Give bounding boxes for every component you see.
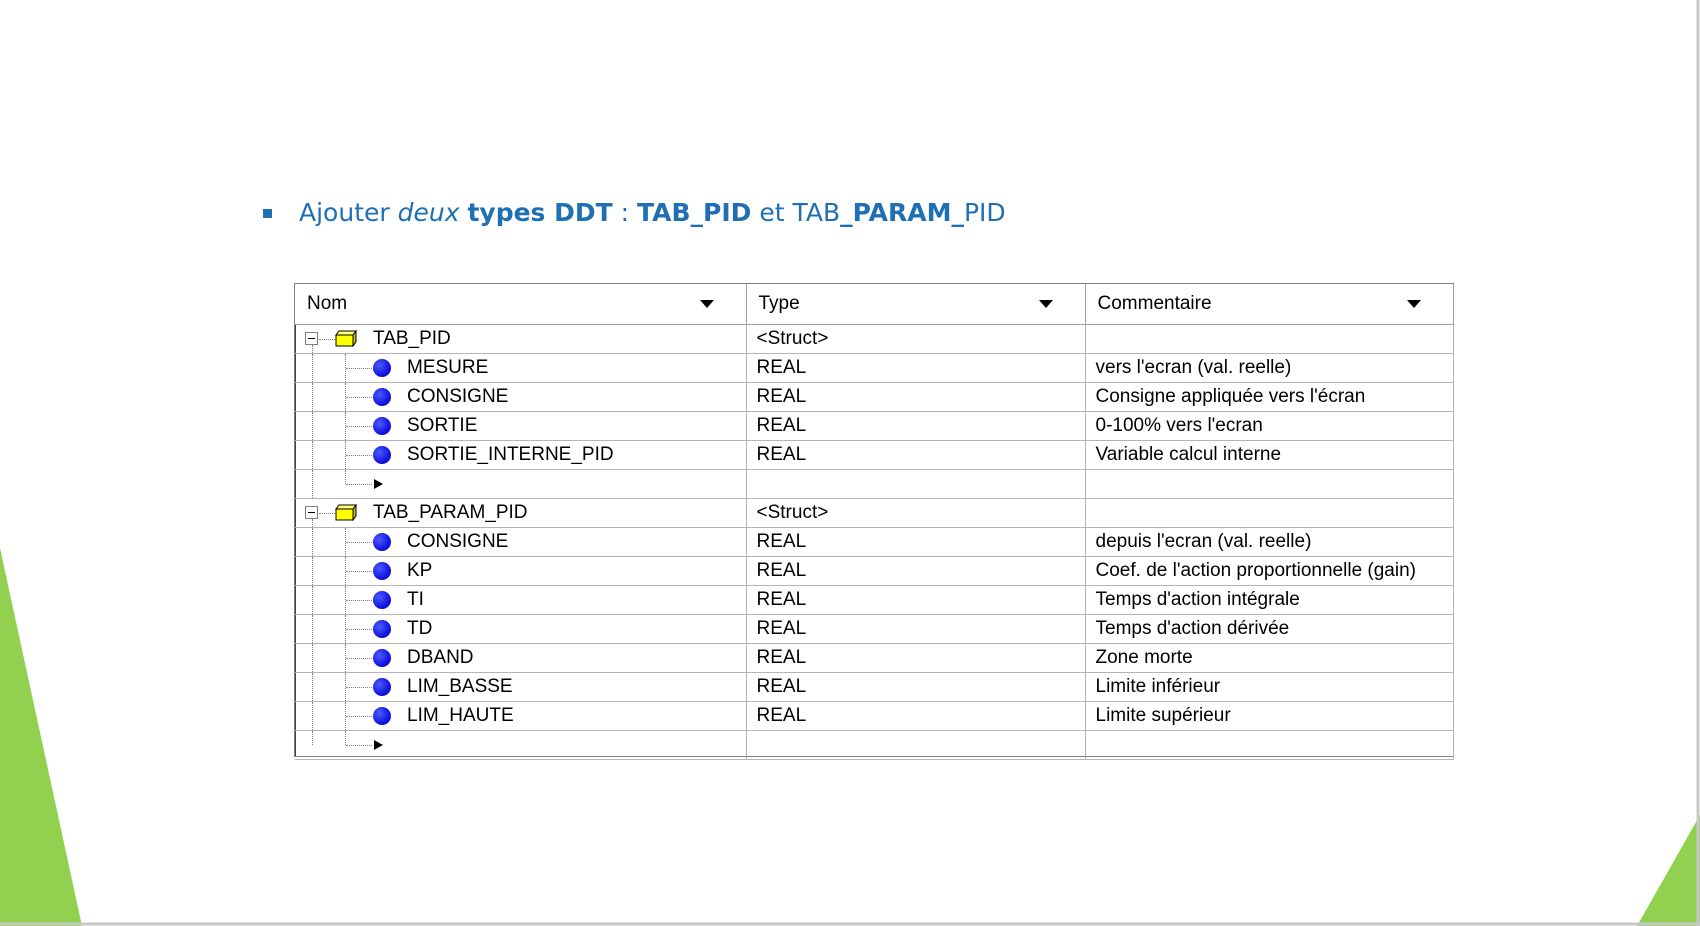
- struct-name: TAB_PARAM_PID: [373, 502, 528, 523]
- bullet-et: et TAB: [751, 198, 841, 227]
- table-header-row: [295, 284, 1453, 325]
- add-row-arrow-icon[interactable]: [374, 479, 383, 489]
- variable-dot-icon: [373, 446, 391, 464]
- name-cell[interactable]: [295, 673, 746, 702]
- table-row[interactable]: [295, 441, 1453, 470]
- add-row-arrow-icon[interactable]: [374, 740, 383, 750]
- name-cell[interactable]: [295, 470, 746, 499]
- comment-cell[interactable]: Temps d'action dérivée: [1085, 615, 1453, 644]
- struct-icon: [335, 504, 357, 521]
- tree-line: [312, 519, 313, 527]
- table-row[interactable]: [295, 673, 1453, 702]
- bullet-bold-tabpid: TAB_PID: [637, 198, 752, 227]
- name-cell[interactable]: [295, 325, 746, 354]
- comment-cell[interactable]: Limite supérieur: [1085, 702, 1453, 731]
- tree-connector: [346, 397, 372, 398]
- variable-dot-icon: [373, 678, 391, 696]
- add-member-row[interactable]: [295, 470, 1453, 499]
- tree-line: [312, 528, 313, 556]
- name-cell[interactable]: [295, 354, 746, 383]
- name-cell[interactable]: [295, 702, 746, 731]
- dropdown-arrow-icon[interactable]: [1407, 300, 1421, 308]
- type-cell[interactable]: REAL: [746, 383, 1085, 412]
- member-name: CONSIGNE: [407, 386, 509, 407]
- name-cell[interactable]: [295, 615, 746, 644]
- tree-line: [345, 731, 346, 745]
- table-row[interactable]: [295, 702, 1453, 731]
- table-row[interactable]: [295, 557, 1453, 586]
- type-cell[interactable]: [746, 470, 1085, 499]
- name-cell[interactable]: [295, 383, 746, 412]
- table-row[interactable]: [295, 615, 1453, 644]
- bullet-text: [299, 198, 1006, 227]
- name-cell[interactable]: [295, 644, 746, 673]
- column-header-label: Commentaire: [1097, 292, 1212, 314]
- tree-connector: [319, 513, 335, 514]
- column-header-type[interactable]: [746, 284, 1085, 325]
- tree-line: [312, 615, 313, 643]
- comment-cell[interactable]: [1085, 470, 1453, 499]
- struct-name: TAB_PID: [373, 328, 451, 349]
- comment-cell[interactable]: Limite inférieur: [1085, 673, 1453, 702]
- green-triangle-right: [1637, 815, 1700, 926]
- tree-line: [312, 345, 313, 353]
- tree-line: [345, 470, 346, 484]
- type-cell[interactable]: <Struct>: [746, 499, 1085, 528]
- member-name: TI: [407, 589, 424, 610]
- tree-connector: [346, 658, 372, 659]
- tree-connector: [319, 339, 335, 340]
- bullet-square-icon: [263, 209, 272, 218]
- struct-row[interactable]: [295, 499, 1453, 528]
- comment-cell[interactable]: [1085, 325, 1453, 354]
- variable-dot-icon: [373, 649, 391, 667]
- variable-dot-icon: [373, 417, 391, 435]
- ddt-table-panel: [294, 283, 1454, 757]
- variable-dot-icon: [373, 620, 391, 638]
- variable-dot-icon: [373, 707, 391, 725]
- member-name: SORTIE: [407, 415, 478, 436]
- variable-dot-icon: [373, 388, 391, 406]
- table-row[interactable]: [295, 586, 1453, 615]
- tree-line: [312, 702, 313, 730]
- comment-cell[interactable]: Consigne appliquée vers l'écran: [1085, 383, 1453, 412]
- collapse-minus-icon[interactable]: [305, 506, 318, 519]
- type-cell[interactable]: <Struct>: [746, 325, 1085, 354]
- variable-dot-icon: [373, 359, 391, 377]
- struct-row[interactable]: [295, 325, 1453, 354]
- slide-bullet: [263, 198, 1006, 227]
- bullet-bold-types: types DDT: [467, 198, 613, 227]
- member-name: SORTIE_INTERNE_PID: [407, 444, 614, 465]
- table-row[interactable]: [295, 354, 1453, 383]
- type-cell[interactable]: REAL: [746, 615, 1085, 644]
- tree-connector: [346, 368, 372, 369]
- comment-cell[interactable]: Zone morte: [1085, 644, 1453, 673]
- dropdown-arrow-icon[interactable]: [700, 300, 714, 308]
- tree-connector: [346, 455, 372, 456]
- bullet-colon: :: [612, 198, 638, 227]
- name-cell[interactable]: [295, 731, 746, 760]
- comment-cell[interactable]: vers l'ecran (val. reelle): [1085, 354, 1453, 383]
- member-name: KP: [407, 560, 433, 581]
- tree-connector: [346, 600, 372, 601]
- tree-line: [312, 412, 313, 440]
- collapse-minus-icon[interactable]: [305, 332, 318, 345]
- table-row[interactable]: [295, 644, 1453, 673]
- comment-cell[interactable]: Temps d'action intégrale: [1085, 586, 1453, 615]
- member-name: MESURE: [407, 357, 489, 378]
- type-cell[interactable]: REAL: [746, 528, 1085, 557]
- tree-line: [312, 731, 313, 745]
- name-cell[interactable]: [295, 441, 746, 470]
- tree-connector: [346, 629, 372, 630]
- type-cell[interactable]: REAL: [746, 586, 1085, 615]
- type-cell[interactable]: REAL: [746, 644, 1085, 673]
- member-name: LIM_BASSE: [407, 676, 513, 697]
- comment-cell[interactable]: Variable calcul interne: [1085, 441, 1453, 470]
- tree-connector: [346, 745, 372, 746]
- name-cell[interactable]: [295, 499, 746, 528]
- type-cell[interactable]: REAL: [746, 354, 1085, 383]
- column-header-label: Type: [758, 292, 800, 314]
- tree-connector: [346, 716, 372, 717]
- comment-cell[interactable]: Coef. de l'action proportionnelle (gain): [1085, 557, 1453, 586]
- tree-line: [312, 557, 313, 585]
- tree-connector: [346, 484, 372, 485]
- tree-line: [312, 470, 313, 498]
- comment-cell[interactable]: 0-100% vers l'ecran: [1085, 412, 1453, 441]
- green-triangle-left: [0, 548, 82, 926]
- name-cell[interactable]: [295, 586, 746, 615]
- comment-cell[interactable]: [1085, 499, 1453, 528]
- comment-cell[interactable]: [1085, 731, 1453, 760]
- tree-connector: [346, 687, 372, 688]
- variable-dot-icon: [373, 533, 391, 551]
- tree-connector: [346, 426, 372, 427]
- type-cell[interactable]: [746, 731, 1085, 760]
- table-body: [295, 325, 1453, 760]
- bullet-prefix: Ajouter: [299, 198, 398, 227]
- member-name: LIM_HAUTE: [407, 705, 514, 726]
- bullet-suffix: PID: [963, 198, 1006, 227]
- tree-connector: [346, 542, 372, 543]
- member-name: CONSIGNE: [407, 531, 509, 552]
- table-row[interactable]: [295, 412, 1453, 441]
- tree-line: [312, 441, 313, 469]
- dropdown-arrow-icon[interactable]: [1039, 300, 1053, 308]
- ddt-table: [295, 284, 1454, 760]
- tree-line: [312, 586, 313, 614]
- variable-dot-icon: [373, 562, 391, 580]
- tree-connector: [346, 571, 372, 572]
- type-cell[interactable]: REAL: [746, 673, 1085, 702]
- member-name: DBAND: [407, 647, 474, 668]
- tree-line: [312, 383, 313, 411]
- member-name: TD: [407, 618, 433, 639]
- name-cell[interactable]: [295, 557, 746, 586]
- variable-dot-icon: [373, 591, 391, 609]
- name-cell[interactable]: [295, 528, 746, 557]
- struct-icon: [335, 330, 357, 347]
- comment-cell[interactable]: depuis l'ecran (val. reelle): [1085, 528, 1453, 557]
- column-header-commentaire[interactable]: [1085, 284, 1453, 325]
- type-cell[interactable]: REAL: [746, 702, 1085, 731]
- tree-line: [312, 673, 313, 701]
- tree-line: [312, 354, 313, 382]
- add-member-row[interactable]: [295, 731, 1453, 760]
- column-header-label: Nom: [307, 292, 348, 314]
- bullet-italic: deux: [397, 198, 460, 227]
- type-cell[interactable]: REAL: [746, 557, 1085, 586]
- column-header-nom[interactable]: [295, 284, 746, 325]
- tree-line: [312, 644, 313, 672]
- type-cell[interactable]: REAL: [746, 441, 1085, 470]
- type-cell[interactable]: REAL: [746, 412, 1085, 441]
- bullet-bold-param: _PARAM_: [840, 198, 964, 227]
- table-row[interactable]: [295, 383, 1453, 412]
- name-cell[interactable]: [295, 412, 746, 441]
- table-row[interactable]: [295, 528, 1453, 557]
